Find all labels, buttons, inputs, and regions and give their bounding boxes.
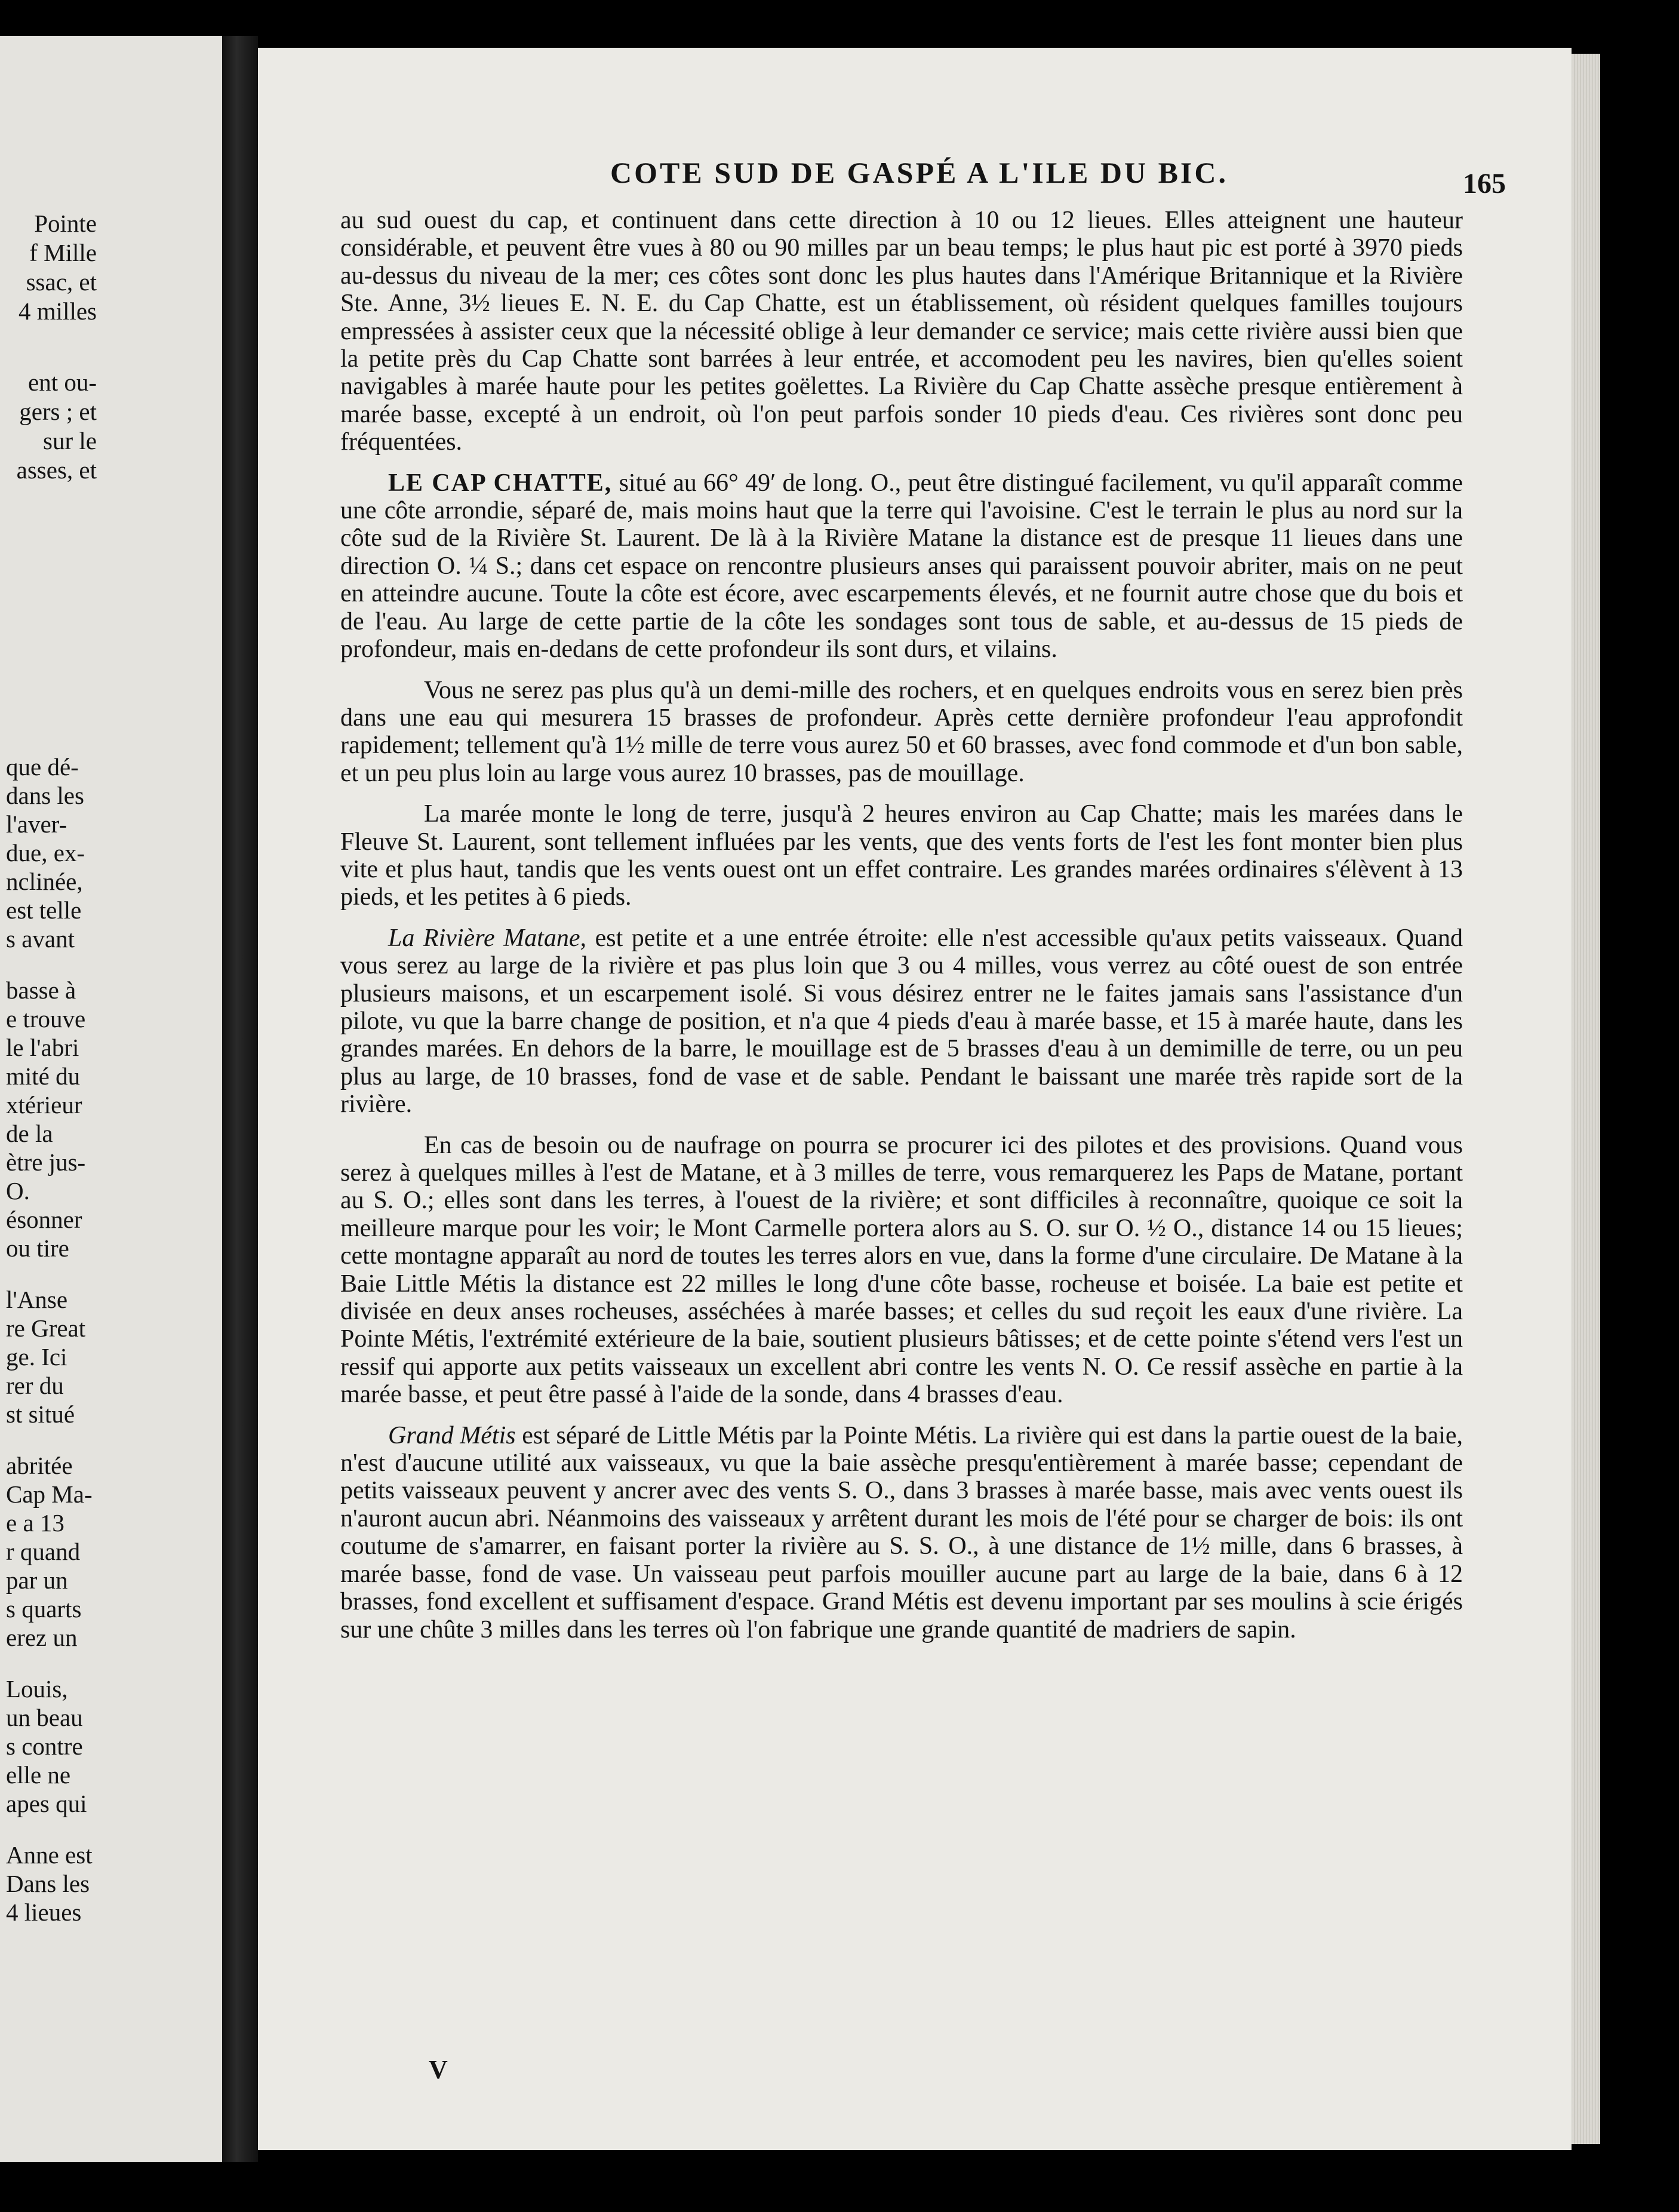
- left-page-line: asses, et: [16, 456, 97, 484]
- left-page-line: s avant: [6, 925, 75, 953]
- paragraph-text: situé au 66° 49′ de long. O., peut être distingué facilement, vu qu'il apparaît comme une côte arrondie, séparé de, mais moins haut que la terre qui l'avoisine. C'est le terrain le plus au nord sur la côte sud de la Rivière St. Laurent. De là à la Rivière Matane la distance est de presque 11 lieues dans une direction O. ¼ S.; dans cet espace on rencontre plusieurs anses qui paraissent pouvoir abriter, mais on ne peut en atteindre aucune. Toute la côte est écore, avec escarpements élevés, et ne fournit autre chose que du bois et de l'eau. Au large de cette partie de la côte les sondages sont tous de sable, et au-dessus de 15 pieds de profondeur, mais en-dedans de cette profondeur ils sont durs, et vilains.: [340, 469, 1463, 663]
- left-page-line: Anne est: [6, 1841, 93, 1869]
- paragraph-text: La marée monte le long de terre, jusqu'à 2 heures environ au Cap Chatte; mais les marées dans le Fleuve St. Laurent, sont tellement influées par les vents, que des vents forts de l'est les font monter bien plus vite et plus haut, tandis que les vents ouest ont un effet contraire. Les grandes marées ordinaires s'élèvent à 13 pieds, et les petites à 6 pieds.: [340, 800, 1463, 911]
- left-page-line: dans les: [6, 782, 84, 809]
- left-page-line: ètre jus-: [6, 1148, 86, 1176]
- left-page-line: mité du: [6, 1062, 81, 1090]
- left-page-line: abritée: [6, 1452, 73, 1479]
- left-page-line: elle ne: [6, 1761, 71, 1789]
- paragraph: [340, 1422, 1463, 1643]
- left-page-line: re Great: [6, 1314, 86, 1342]
- left-page-line: f Mille: [29, 239, 97, 266]
- left-page-line: Pointe: [34, 210, 97, 237]
- left-page-line: l'aver-: [6, 810, 67, 838]
- left-page-line: que dé-: [6, 753, 79, 781]
- left-page-line: un beau: [6, 1704, 83, 1731]
- left-page-line: r quand: [6, 1538, 81, 1565]
- left-page-line: ésonner: [6, 1206, 82, 1233]
- paragraph-text: est séparé de Little Métis par la Pointe Métis. La rivière qui est dans la partie ouest de la baie, n'est d'aucune utilité aux vaisseaux, vu que la baie assèche presqu'entièrement à marée basse; cependant de petits vaisseaux peuvent y ancrer avec des vents S. O., dans 3 brasses à marée basse, mais avec vents ouest ils n'auront aucun abri. Néanmoins des vaisseaux y arrêtent durant les mois de l'été pour se charger de bois: ils ont coutume de s'amarrer, en faisant porter la rivière au S. S. O., à une distance de 1½ mille, dans 6 brasses, à marée basse, fond de vase. Un vaisseau peut parfois mouiller aucune part au large de la baie, dans 6 à 12 brasses, fond excellent et suffisament d'espace. Grand Métis est devenu important par ses moulins à scie érigés sur une chûte 3 milles dans les terres où l'on fabrique une grande quantité de madriers de sapin.: [340, 1421, 1463, 1643]
- left-page-line: le l'abri: [6, 1034, 79, 1061]
- left-page-line: est telle: [6, 896, 82, 924]
- left-page-line: st situé: [6, 1400, 75, 1428]
- paragraph: [340, 800, 1463, 911]
- body-text: [340, 207, 1463, 1657]
- left-page-line: Louis,: [6, 1675, 68, 1703]
- paragraph-lead: Grand Métis: [388, 1421, 516, 1449]
- book-page: [258, 48, 1572, 2150]
- left-page-line: l'Anse: [6, 1286, 68, 1313]
- left-page-line: 4 milles: [19, 297, 97, 325]
- left-page-fragment: [0, 36, 222, 2162]
- left-page-line: par un: [6, 1566, 68, 1594]
- left-page-line: O.: [6, 1177, 30, 1205]
- left-page-line: xtérieur: [6, 1091, 82, 1119]
- paragraph-text: En cas de besoin ou de naufrage on pourra se procurer ici des pilotes et des provisions. Quand vous serez à quelques milles à l'est de Matane, et à 3 milles de terre, vous remarquerez les Paps de Matane, portant au S. O.; elles sont dans les terres, à l'ouest de la rivière; et sont difficiles à reconnaître, quoique ce soit la meilleure marque pour les voir; le Mont Carmelle portera alors au S. O. sur O. ½ O., distance 14 ou 15 lieues; cette montagne apparaît au nord de toutes les terres alors en vue, dans la forme d'une circulaire. De Matane à la Baie Little Métis la distance est 22 milles le long d'une côte basse, rocheuse et boisée. La baie est petite et divisée en deux anses rocheuses, asséchées à marée basses; et celles du sud reçoit les eaux d'une rivière. La Pointe Métis, l'extrémité extérieure de la baie, soutient plusieurs bâtisses; et de cette pointe s'étend vers l'est un ressif qui apporte aux petits vaisseaux un excellent abri contre les vents N. O. Ce ressif assèche en partie à la marée basse, et peut être passé à l'aide de la sonde, dans 4 brasses d'eau.: [340, 1131, 1463, 1409]
- left-page-line: 4 lieues: [6, 1898, 82, 1926]
- left-page-line: ssac, et: [26, 268, 97, 296]
- page-number: 165: [1463, 168, 1506, 199]
- paragraph-text: Vous ne serez pas plus qu'à un demi-mille des rochers, et en quelques endroits vous en serez bien près dans une eau qui mesurera 15 brasses de profondeur. Après cette dernière profondeur l'eau approfondit rapidement; tellement qu'à 1½ mille de terre vous aurez 50 et 60 brasses, avec fond commode et d'un bon sable, et un peu plus loin au large vous aurez 10 brasses, pas de mouillage.: [340, 676, 1463, 787]
- left-page-line: s contre: [6, 1732, 83, 1760]
- left-page-line: nclinée,: [6, 868, 83, 895]
- page-header: [258, 155, 1572, 197]
- paragraph-lead: LE CAP CHATTE,: [388, 469, 613, 497]
- paragraph-text: au sud ouest du cap, et continuent dans cette direction à 10 ou 12 lieues. Elles atteignent une hauteur considérable, et peuvent être vues à 80 ou 90 milles par un beau temps; le plus haut pic est porté à 3970 pieds au-dessus du niveau de la mer; ces côtes sont donc les plus hautes dans l'Amérique Britannique et la Rivière Ste. Anne, 3½ lieues E. N. E. du Cap Chatte, est un établissement, où résident quelques familles toujours empressées à assister ceux que la nécessité oblige à leur demander ce service; mais cette rivière aussi bien que la petite près du Cap Chatte sont barrées à leur entrée, et accomodent peu les navires, bien qu'elles soient navigables à marée haute pour les petites goëlettes. La Rivière du Cap Chatte assèche presque entièrement à marée basse, excepté à un endroit, où l'on peut parfois sonder 10 pieds d'eau. Ces rivières sont donc peu fréquentées.: [340, 207, 1463, 456]
- paragraph: [340, 469, 1463, 663]
- left-page-line: e trouve: [6, 1005, 86, 1033]
- book-gutter: [222, 36, 258, 2162]
- left-page-line: e a 13: [6, 1509, 64, 1537]
- left-page-line: basse à: [6, 976, 76, 1004]
- running-title: COTE SUD DE GASPÉ A L'ILE DU BIC.: [610, 156, 1229, 189]
- left-page-line: ge. Ici: [6, 1343, 67, 1371]
- left-page-line: ou tire: [6, 1234, 69, 1262]
- paragraph: [340, 924, 1463, 1119]
- left-page-line: sur le: [43, 427, 97, 454]
- left-page-line: rer du: [6, 1372, 64, 1399]
- paragraph-text: est petite et a une entrée étroite: elle n'est accessible qu'aux petits vaisseaux. Quand vous serez au large de la rivière et pas plus loin que 3 ou 4 milles, vous verrez au côté ouest de son entrée plusieurs maisons, et un escarpement isolé. Si vous désirez entrer ne le faites jamais sans l'assistance d'un pilote, vu que la barre change de position, et n'a que 4 pieds d'eau à marée basse, et 15 à marée haute, dans les grandes marées. En dehors de la barre, le mouillage est de 5 brasses d'eau à un demimille de terre, ou un peu plus au large, de 10 brasses, fond de vase et de sable. Pendant le baissant une marée très rapide sort de la rivière.: [340, 924, 1463, 1119]
- left-page-line: ent ou-: [28, 368, 97, 396]
- paragraph: [340, 677, 1463, 788]
- left-page-line: Cap Ma-: [6, 1480, 93, 1508]
- left-page-line: s quarts: [6, 1595, 82, 1623]
- signature-mark: V: [429, 2055, 448, 2084]
- left-page-line: de la: [6, 1120, 53, 1147]
- paragraph: [340, 207, 1463, 456]
- left-page-line: gers ; et: [19, 398, 97, 425]
- left-page-line: Dans les: [6, 1870, 90, 1897]
- left-page-line: due, ex-: [6, 839, 85, 867]
- page-edges: [1572, 54, 1600, 2144]
- paragraph-lead: La Rivière Matane,: [388, 924, 586, 952]
- left-page-line: erez un: [6, 1624, 78, 1651]
- paragraph: [340, 1132, 1463, 1409]
- left-page-line: apes qui: [6, 1790, 87, 1817]
